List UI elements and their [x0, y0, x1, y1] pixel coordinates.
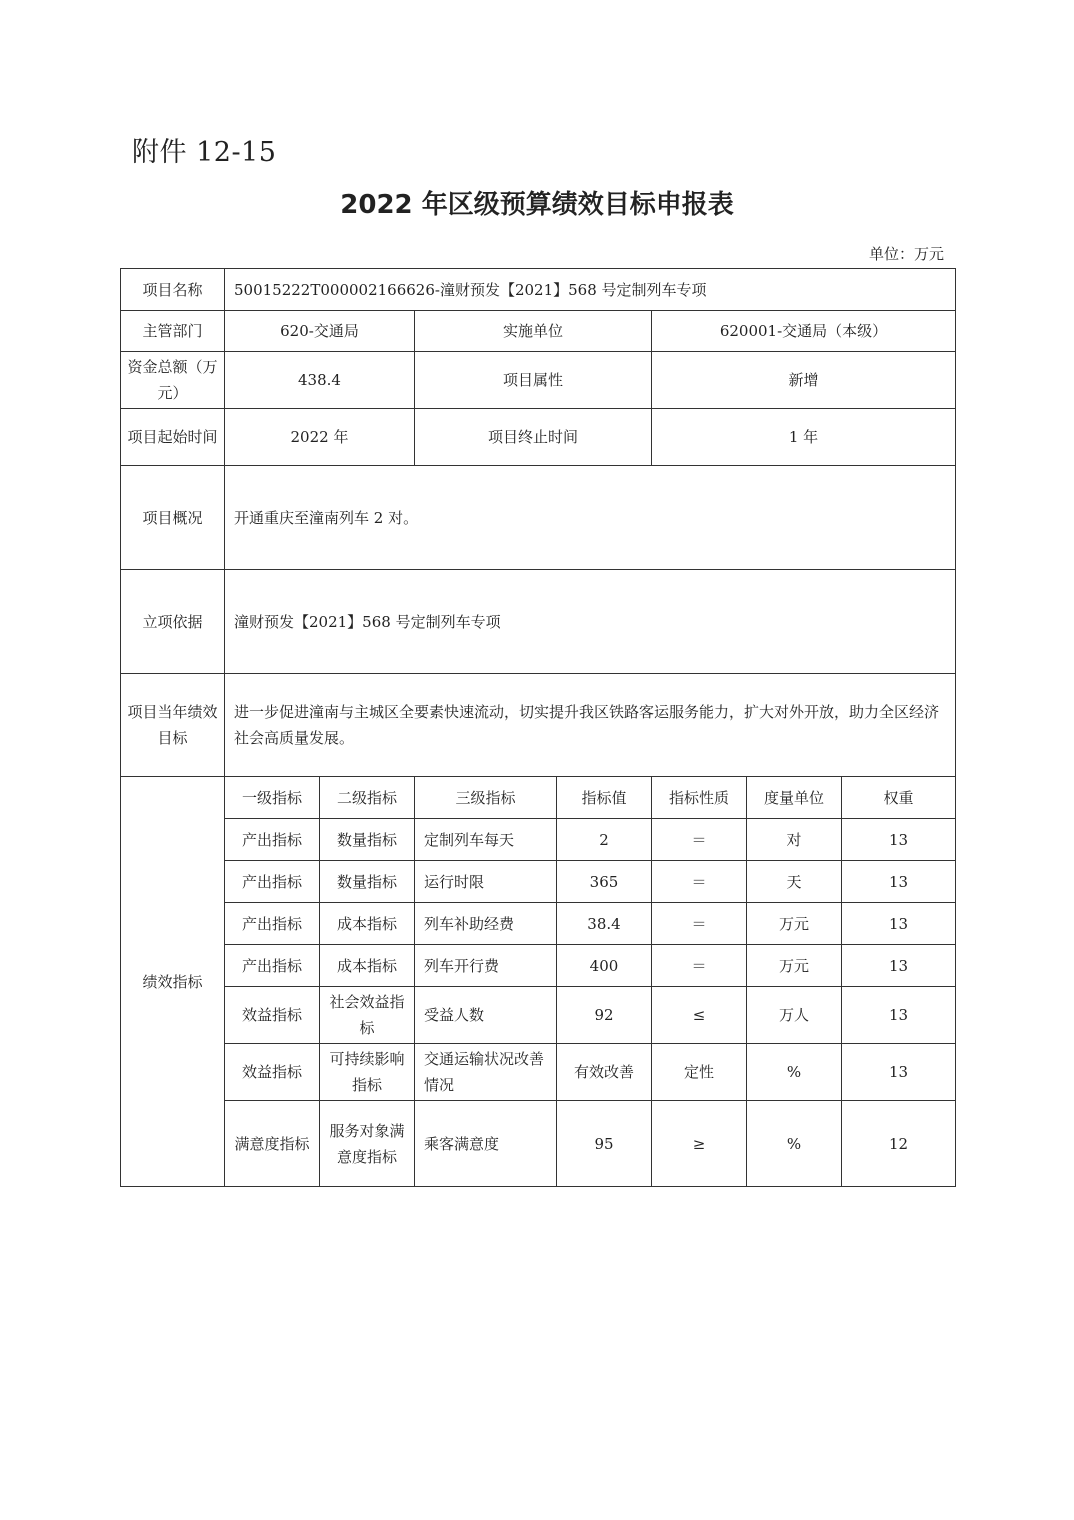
indicator-unit: 万元 — [747, 903, 842, 945]
indicator-value: 92 — [557, 987, 652, 1044]
header-nature: 指标性质 — [652, 777, 747, 819]
indicator-level2: 社会效益指标 — [320, 987, 415, 1044]
indicator-row — [121, 903, 956, 945]
indicator-section-label: 绩效指标 — [121, 777, 225, 1187]
indicator-unit: 万人 — [747, 987, 842, 1044]
start-time-label: 项目起始时间 — [121, 409, 225, 466]
attachment-label: 附件 12-15 — [132, 137, 277, 168]
indicator-nature: ＝ — [652, 903, 747, 945]
indicator-nature: 定性 — [652, 1044, 747, 1101]
indicator-level1: 产出指标 — [225, 819, 320, 861]
indicator-row — [121, 945, 956, 987]
declaration-table — [120, 268, 956, 1187]
annual-goal-label: 项目当年绩效目标 — [121, 674, 225, 777]
indicator-unit: 对 — [747, 819, 842, 861]
indicator-level1: 效益指标 — [225, 987, 320, 1044]
indicator-row — [121, 1044, 956, 1101]
indicator-weight: 12 — [842, 1101, 956, 1187]
indicator-unit: 天 — [747, 861, 842, 903]
indicator-nature: ≥ — [652, 1101, 747, 1187]
indicator-level3: 定制列车每天 — [415, 819, 557, 861]
funds-value: 438.4 — [225, 352, 415, 409]
basis-value: 潼财预发【2021】568 号定制列车专项 — [225, 570, 956, 674]
indicator-row — [121, 819, 956, 861]
indicator-level1: 产出指标 — [225, 945, 320, 987]
project-name-value: 50015222T000002166626-潼财预发【2021】568 号定制列车专项 — [225, 269, 956, 311]
indicator-level1: 满意度指标 — [225, 1101, 320, 1187]
indicator-header-row — [121, 777, 956, 819]
end-time-label: 项目终止时间 — [415, 409, 652, 466]
project-info — [121, 269, 956, 777]
indicator-nature: ＝ — [652, 861, 747, 903]
overview-value: 开通重庆至潼南列车 2 对。 — [225, 466, 956, 570]
indicator-weight: 13 — [842, 987, 956, 1044]
indicator-level3: 乘客满意度 — [415, 1101, 557, 1187]
indicator-value: 2 — [557, 819, 652, 861]
unit-label: 单位：万元 — [868, 245, 944, 263]
impl-unit-value: 620001-交通局（本级） — [652, 311, 956, 352]
indicator-weight: 13 — [842, 861, 956, 903]
indicator-nature: ≤ — [652, 987, 747, 1044]
end-time-value: 1 年 — [652, 409, 956, 466]
indicator-level2: 可持续影响指标 — [320, 1044, 415, 1101]
indicator-row — [121, 1101, 956, 1187]
indicator-level2: 服务对象满意度指标 — [320, 1101, 415, 1187]
funds-label: 资金总额（万元） — [121, 352, 225, 409]
dept-label: 主管部门 — [121, 311, 225, 352]
indicator-weight: 13 — [842, 903, 956, 945]
indicator-unit: % — [747, 1101, 842, 1187]
indicator-value: 38.4 — [557, 903, 652, 945]
indicator-level2: 成本指标 — [320, 945, 415, 987]
header-unit: 度量单位 — [747, 777, 842, 819]
project-attr-value: 新增 — [652, 352, 956, 409]
indicator-level2: 数量指标 — [320, 861, 415, 903]
indicator-weight: 13 — [842, 819, 956, 861]
annual-goal-value: 进一步促进潼南与主城区全要素快速流动，切实提升我区铁路客运服务能力，扩大对外开放，助力全区经济社会高质量发展。 — [225, 674, 956, 777]
impl-unit-label: 实施单位 — [415, 311, 652, 352]
basis-label: 立项依据 — [121, 570, 225, 674]
page-title: 2022 年区级预算绩效目标申报表 — [340, 190, 734, 220]
indicator-row — [121, 861, 956, 903]
indicator-level1: 效益指标 — [225, 1044, 320, 1101]
dept-value: 620-交通局 — [225, 311, 415, 352]
indicator-nature: ＝ — [652, 819, 747, 861]
header-level3: 三级指标 — [415, 777, 557, 819]
indicator-row — [121, 987, 956, 1044]
indicator-nature: ＝ — [652, 945, 747, 987]
indicator-level3: 列车开行费 — [415, 945, 557, 987]
indicator-weight: 13 — [842, 1044, 956, 1101]
indicator-level3: 列车补助经费 — [415, 903, 557, 945]
overview-label: 项目概况 — [121, 466, 225, 570]
indicator-level2: 数量指标 — [320, 819, 415, 861]
header-weight: 权重 — [842, 777, 956, 819]
indicator-weight: 13 — [842, 945, 956, 987]
header-value: 指标值 — [557, 777, 652, 819]
project-attr-label: 项目属性 — [415, 352, 652, 409]
indicator-level3: 受益人数 — [415, 987, 557, 1044]
indicator-value: 400 — [557, 945, 652, 987]
indicator-level3: 交通运输状况改善情况 — [415, 1044, 557, 1101]
indicator-level1: 产出指标 — [225, 861, 320, 903]
indicator-unit: % — [747, 1044, 842, 1101]
project-name-label: 项目名称 — [121, 269, 225, 311]
start-time-value: 2022 年 — [225, 409, 415, 466]
indicator-level2: 成本指标 — [320, 903, 415, 945]
indicator-section — [121, 777, 956, 1187]
indicator-level1: 产出指标 — [225, 903, 320, 945]
indicator-value: 有效改善 — [557, 1044, 652, 1101]
indicator-value: 95 — [557, 1101, 652, 1187]
indicator-unit: 万元 — [747, 945, 842, 987]
header-level1: 一级指标 — [225, 777, 320, 819]
header-level2: 二级指标 — [320, 777, 415, 819]
indicator-value: 365 — [557, 861, 652, 903]
indicator-level3: 运行时限 — [415, 861, 557, 903]
